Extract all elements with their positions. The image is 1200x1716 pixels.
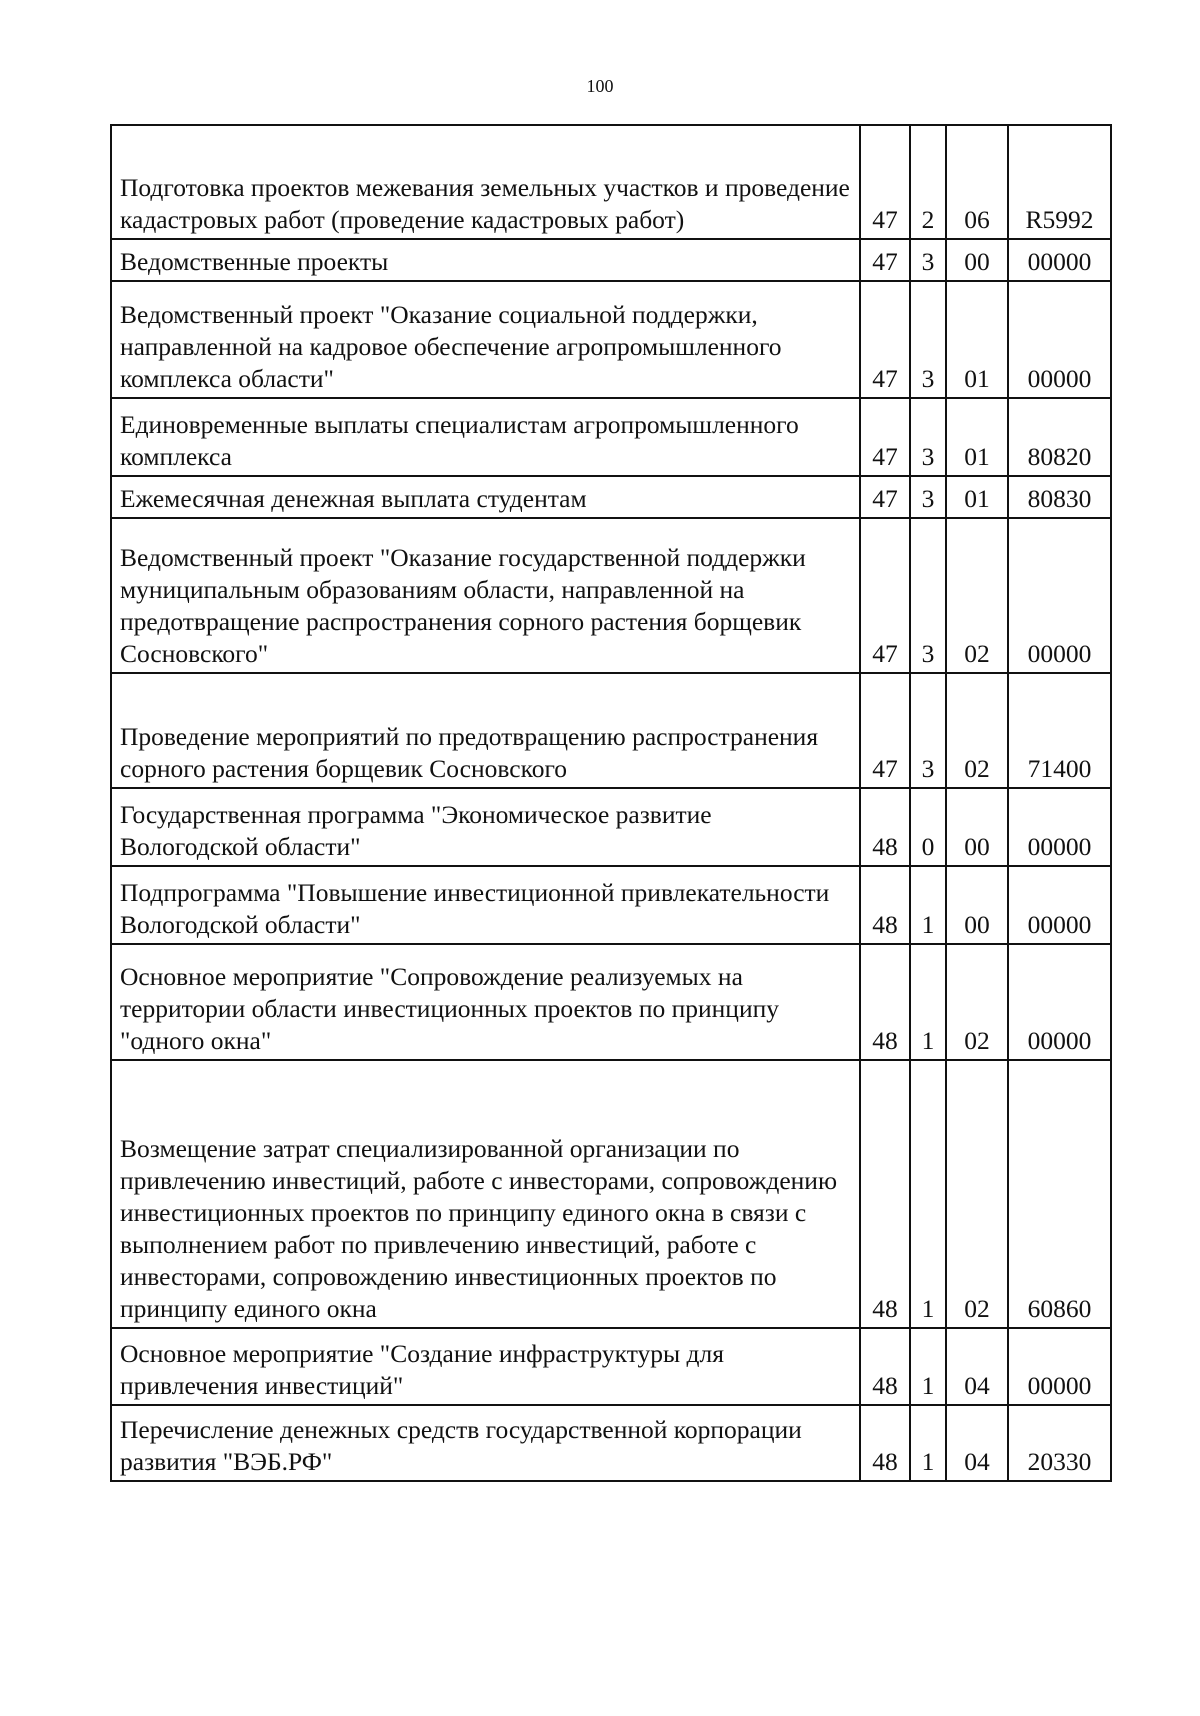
code-cell: 0 (910, 788, 946, 866)
code-cell: 00 (946, 866, 1008, 944)
code-cell: 3 (910, 281, 946, 398)
code-cell: 48 (860, 1328, 910, 1405)
table-row (111, 673, 1111, 788)
code-cell: 48 (860, 1060, 910, 1328)
table-row (111, 239, 1111, 281)
code-cell: 48 (860, 866, 910, 944)
code-cell: 71400 (1008, 673, 1111, 788)
code-cell: 80820 (1008, 398, 1111, 476)
table-row (111, 1405, 1111, 1481)
code-cell: 01 (946, 281, 1008, 398)
code-cell: 02 (946, 518, 1008, 673)
code-cell: 1 (910, 1328, 946, 1405)
table-row (111, 476, 1111, 518)
row-name: Основное мероприятие "Сопровождение реализуемых на территории области инвестиционных проектов по принципу "одного окна" (111, 944, 860, 1060)
code-cell: 04 (946, 1328, 1008, 1405)
row-name: Перечисление денежных средств государственной корпорации развития "ВЭБ.РФ" (111, 1405, 860, 1481)
code-cell: 3 (910, 476, 946, 518)
code-cell: 00000 (1008, 944, 1111, 1060)
code-cell: 02 (946, 944, 1008, 1060)
code-cell: 48 (860, 788, 910, 866)
code-cell: 00 (946, 788, 1008, 866)
row-name: Подпрограмма "Повышение инвестиционной привлекательности Вологодской области" (111, 866, 860, 944)
table-row (111, 788, 1111, 866)
code-cell: 1 (910, 1060, 946, 1328)
row-name: Ведомственный проект "Оказание государственной поддержки муниципальным образованиям области, направленной на предотвращение распространения сорного растения борщевик Сосновского" (111, 518, 860, 673)
budget-classification-table (110, 124, 1112, 1482)
row-name: Возмещение затрат специализированной организации по привлечению инвестиций, работе с инвесторами, сопровождению инвестиционных проектов по принципу единого окна в связи с выполнением работ по привлечению инвестиций, работе с инвесторами, сопровождению инвестиционных проектов по принципу единого окна (111, 1060, 860, 1328)
row-name: Государственная программа "Экономическое развитие Вологодской области" (111, 788, 860, 866)
code-cell: 3 (910, 673, 946, 788)
code-cell: 04 (946, 1405, 1008, 1481)
code-cell: 2 (910, 125, 946, 239)
code-cell: 1 (910, 1405, 946, 1481)
code-cell: 3 (910, 239, 946, 281)
code-cell: 1 (910, 866, 946, 944)
code-cell: 80830 (1008, 476, 1111, 518)
code-cell: 3 (910, 398, 946, 476)
table-row (111, 125, 1111, 239)
code-cell: 02 (946, 1060, 1008, 1328)
table-row (111, 1060, 1111, 1328)
code-cell: 47 (860, 398, 910, 476)
table-row (111, 1328, 1111, 1405)
code-cell: 20330 (1008, 1405, 1111, 1481)
page-number: 100 (586, 76, 614, 96)
code-cell: 00000 (1008, 1328, 1111, 1405)
code-cell: 00000 (1008, 239, 1111, 281)
row-name: Единовременные выплаты специалистам агропромышленного комплекса (111, 398, 860, 476)
code-cell: 02 (946, 673, 1008, 788)
table-row (111, 398, 1111, 476)
code-cell: 06 (946, 125, 1008, 239)
row-name: Ведомственные проекты (111, 239, 860, 281)
code-cell: 47 (860, 281, 910, 398)
code-cell: 01 (946, 476, 1008, 518)
table-row (111, 944, 1111, 1060)
code-cell: 48 (860, 944, 910, 1060)
code-cell: 47 (860, 518, 910, 673)
code-cell: 1 (910, 944, 946, 1060)
code-cell: 00000 (1008, 866, 1111, 944)
code-cell: 47 (860, 239, 910, 281)
table-row (111, 866, 1111, 944)
code-cell: 47 (860, 125, 910, 239)
code-cell: 47 (860, 476, 910, 518)
code-cell: 60860 (1008, 1060, 1111, 1328)
code-cell: 01 (946, 398, 1008, 476)
code-cell: 3 (910, 518, 946, 673)
row-name: Подготовка проектов межевания земельных участков и проведение кадастровых работ (проведение кадастровых работ) (111, 125, 860, 239)
row-name: Ежемесячная денежная выплата студентам (111, 476, 860, 518)
code-cell: 00000 (1008, 788, 1111, 866)
row-name: Основное мероприятие "Создание инфраструктуры для привлечения инвестиций" (111, 1328, 860, 1405)
table-row (111, 518, 1111, 673)
code-cell: 00000 (1008, 281, 1111, 398)
code-cell: 47 (860, 673, 910, 788)
code-cell: R5992 (1008, 125, 1111, 239)
code-cell: 00000 (1008, 518, 1111, 673)
table-row (111, 281, 1111, 398)
row-name: Ведомственный проект "Оказание социальной поддержки, направленной на кадровое обеспечение агропромышленного комплекса области" (111, 281, 860, 398)
code-cell: 48 (860, 1405, 910, 1481)
code-cell: 00 (946, 239, 1008, 281)
row-name: Проведение мероприятий по предотвращению распространения сорного растения борщевик Сосновского (111, 673, 860, 788)
